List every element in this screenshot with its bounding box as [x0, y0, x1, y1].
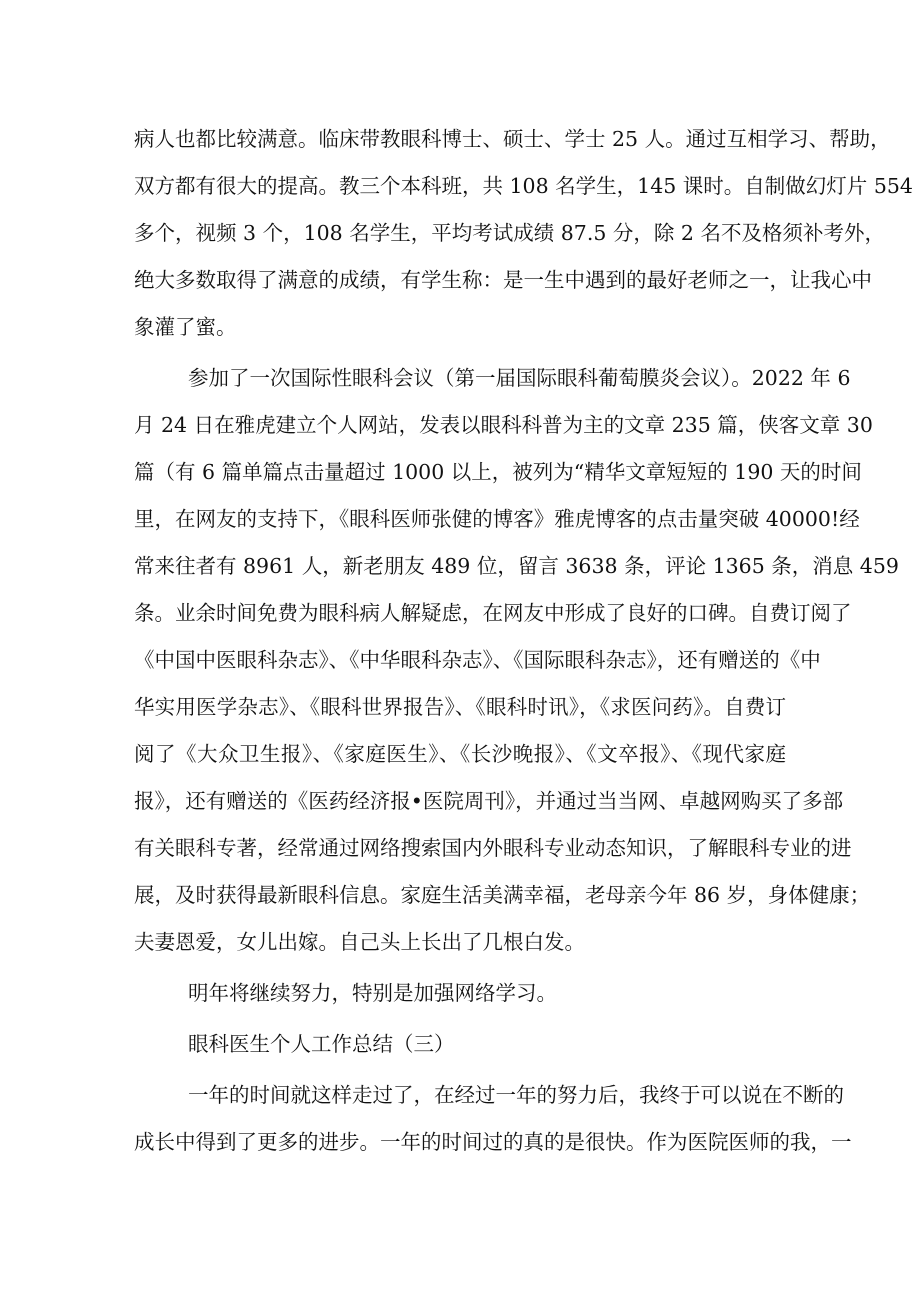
text-line: [0, 119, 920, 159]
text-line: [0, 166, 920, 206]
text-line: [0, 875, 920, 915]
text-line-content: 《中国中医眼科杂志》、《中华眼科杂志》、《国际眼科杂志》，还有赠送的《中: [134, 648, 821, 672]
text-line-content: 月 24 日在雅虎建立个人网站，发表以眼科科普为主的文章 235 篇，侠客文章 30: [134, 413, 873, 437]
text-line-content: 成长中得到了更多的进步。一年的时间过的真的是很快。作为医院医师的我，一: [134, 1130, 852, 1154]
text-line: [0, 452, 920, 492]
text-line-content: 阅了《大众卫生报》、《家庭医生》、《长沙晚报》、《文卒报》、《现代家庭: [134, 742, 786, 766]
section-heading: [0, 1024, 920, 1064]
text-line-content: 华实用医学杂志》、《眼科世界报告》、《眼科时讯》，《求医问药》。自费订: [134, 695, 786, 719]
text-line: [0, 1122, 920, 1162]
text-line-content: 象灌了蜜。: [134, 315, 237, 339]
text-line: [0, 593, 920, 633]
text-line: [0, 640, 920, 680]
text-line-content: 条。业余时间免费为眼科病人解疑虑，在网友中形成了良好的口碑。自费订阅了: [134, 601, 852, 625]
text-line-content: 明年将继续努力，特别是加强网络学习。: [188, 981, 557, 1005]
text-line: [0, 828, 920, 868]
text-line-content: 常来往者有 8961 人，新老朋友 489 位，留言 3638 条，评论 1365 条，消息 459: [134, 554, 899, 578]
text-line-content: 展，及时获得最新眼科信息。家庭生活美满幸福，老母亲今年 86 岁，身体健康；: [134, 883, 871, 907]
text-line: [0, 307, 920, 347]
text-line-content: 里，在网友的支持下，《眼科医师张健的博客》雅虎博客的点击量突破 40000!经: [134, 507, 860, 531]
text-line: [0, 973, 920, 1013]
text-line: [0, 734, 920, 774]
text-line: [0, 781, 920, 821]
text-line: [0, 213, 920, 253]
text-line-content: 双方都有很大的提高。教三个本科班，共 108 名学生，145 课时。自制做幻灯片 554: [134, 174, 913, 198]
section-heading-text: 眼科医生个人工作总结（三）: [188, 1032, 455, 1056]
text-line: [0, 260, 920, 300]
text-line: [0, 687, 920, 727]
text-line-content: 多个，视频 3 个，108 名学生，平均考试成绩 87.5 分，除 2 名不及格须补考外，: [134, 221, 885, 245]
text-line: [0, 1075, 920, 1115]
text-line-content: 篇（有 6 篇单篇点击量超过 1000 以上，被列为“精华文章短短的 190 天的时间: [134, 460, 862, 484]
text-line-content: 病人也都比较满意。临床带教眼科博士、硕士、学士 25 人。通过互相学习、帮助，: [134, 127, 891, 151]
text-line: [0, 546, 920, 586]
text-line: [0, 358, 920, 398]
text-line-content: 报》，还有赠送的《医药经济报•医院周刊》，并通过当当网、卓越网购买了多部: [134, 789, 844, 813]
text-line-content: 一年的时间就这样走过了，在经过一年的努力后，我终于可以说在不断的: [188, 1083, 844, 1107]
text-line: [0, 405, 920, 445]
text-line-content: 绝大多数取得了满意的成绩，有学生称：是一生中遇到的最好老师之一，让我心中: [134, 268, 872, 292]
text-line-content: 有关眼科专著，经常通过网络搜索国内外眼科专业动态知识，了解眼科专业的进: [134, 836, 852, 860]
text-line-content: 参加了一次国际性眼科会议（第一届国际眼科葡萄膜炎会议）。2022 年 6: [188, 366, 851, 390]
text-line: [0, 922, 920, 962]
text-line: [0, 499, 920, 539]
text-line-content: 夫妻恩爱，女儿出嫁。自己头上长出了几根白发。: [134, 930, 585, 954]
